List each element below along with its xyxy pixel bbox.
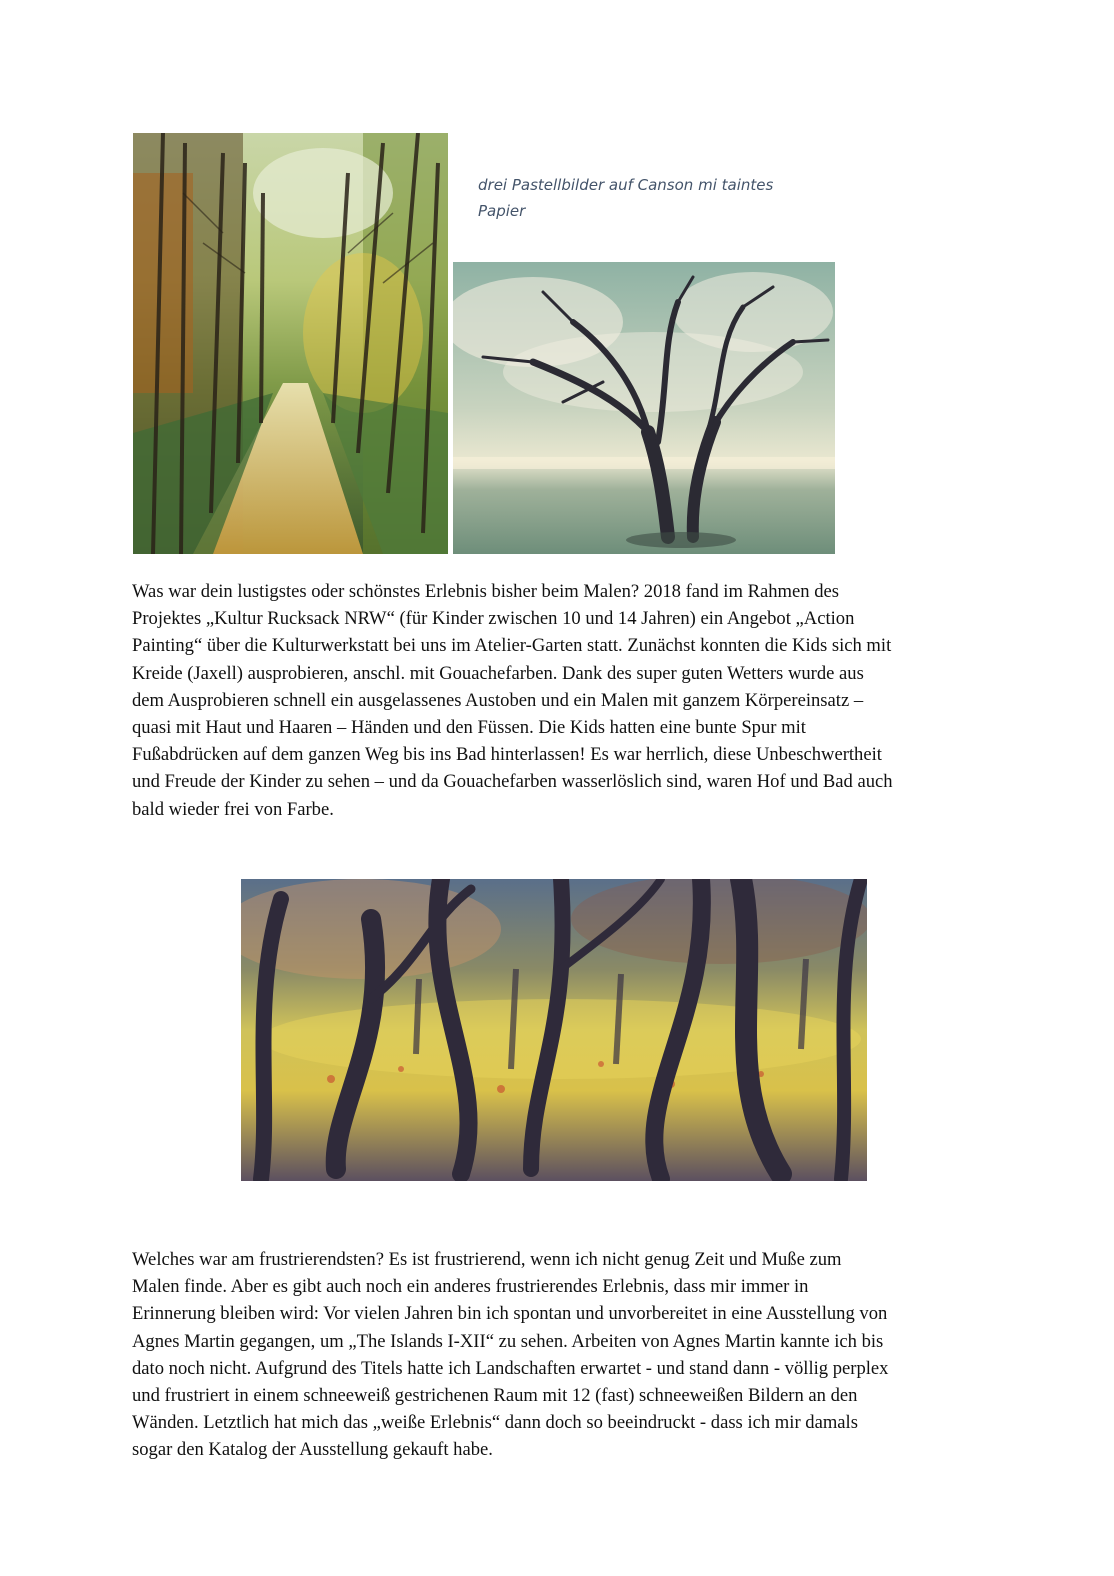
- text-line: Malen finde. Aber es gibt auch noch ein anderes frustrierendes Erlebnis, dass mir immer in: [132, 1276, 809, 1298]
- text-line: und Freude der Kinder zu sehen – und da Gouachefarben wasserlöslich sind, waren Hof und Bad auch: [132, 771, 893, 793]
- image-caption: [478, 172, 808, 224]
- text-line: dem Ausprobieren schnell ein ausgelassenes Austoben und ein Malen mit ganzem Körpereinsatz –: [132, 689, 864, 711]
- text-line: sogar den Katalog der Ausstellung gekauft habe.: [132, 1439, 493, 1461]
- paragraph-most-frustrating: [132, 1246, 982, 1464]
- text-line: Was war dein lustigstes oder schönstes Erlebnis bisher beim Malen? 2018 fand im Rahmen des: [132, 581, 839, 602]
- text-line: dato noch nicht. Aufgrund des Titels hatte ich Landschaften erwartet - und stand dann - völlig perplex: [132, 1357, 889, 1379]
- caption-line-2: Papier: [478, 202, 526, 220]
- text-line: Wänden. Letztlich hat mich das „weiße Erlebnis“ dann doch so beeindruckt - dass ich mir damals: [132, 1412, 858, 1434]
- forest-path-painting: [133, 133, 448, 554]
- caption-line-1: drei Pastellbilder auf Canson mi taintes: [478, 176, 774, 194]
- text-line: Erinnerung bleiben wird: Vor vielen Jahren bin ich spontan und unvorbereitet in eine Ausstellung von: [132, 1303, 888, 1325]
- text-line: Projektes „Kultur Rucksack NRW“ (für Kinder zwischen 10 und 14 Jahren) ein Angebot „Action: [132, 608, 855, 630]
- text-line: Painting“ über die Kulturwerkstatt bei uns im Atelier-Garten statt. Zunächst konnten die Kids sich mit: [132, 635, 892, 657]
- paragraph-best-experience: [132, 578, 982, 823]
- text-line: Fußabdrücken auf dem ganzen Weg bis ins Bad hinterlassen! Es war herrlich, diese Unbeschwertheit: [132, 744, 882, 766]
- tree-grove-painting: [241, 879, 867, 1181]
- text-line: quasi mit Haut und Haaren – Händen und den Füssen. Die Kids hatten eine bunte Spur mit: [132, 717, 806, 739]
- text-line: Kreide (Jaxell) ausprobieren, anschl. mit Gouachefarben. Dank des super guten Wetters wurde aus: [132, 662, 864, 684]
- solitary-tree-painting: [453, 262, 835, 554]
- text-line: und frustriert in einem schneeweiß gestrichenen Raum mit 12 (fast) schneeweißen Bildern an den: [132, 1385, 858, 1407]
- text-line: Agnes Martin gegangen, um „The Islands I-XII“ zu sehen. Arbeiten von Agnes Martin kannte ich bis: [132, 1330, 884, 1352]
- text-line: Welches war am frustrierendsten? Es ist frustrierend, wenn ich nicht genug Zeit und Muße zum: [132, 1249, 842, 1270]
- text-line: bald wieder frei von Farbe.: [132, 798, 334, 820]
